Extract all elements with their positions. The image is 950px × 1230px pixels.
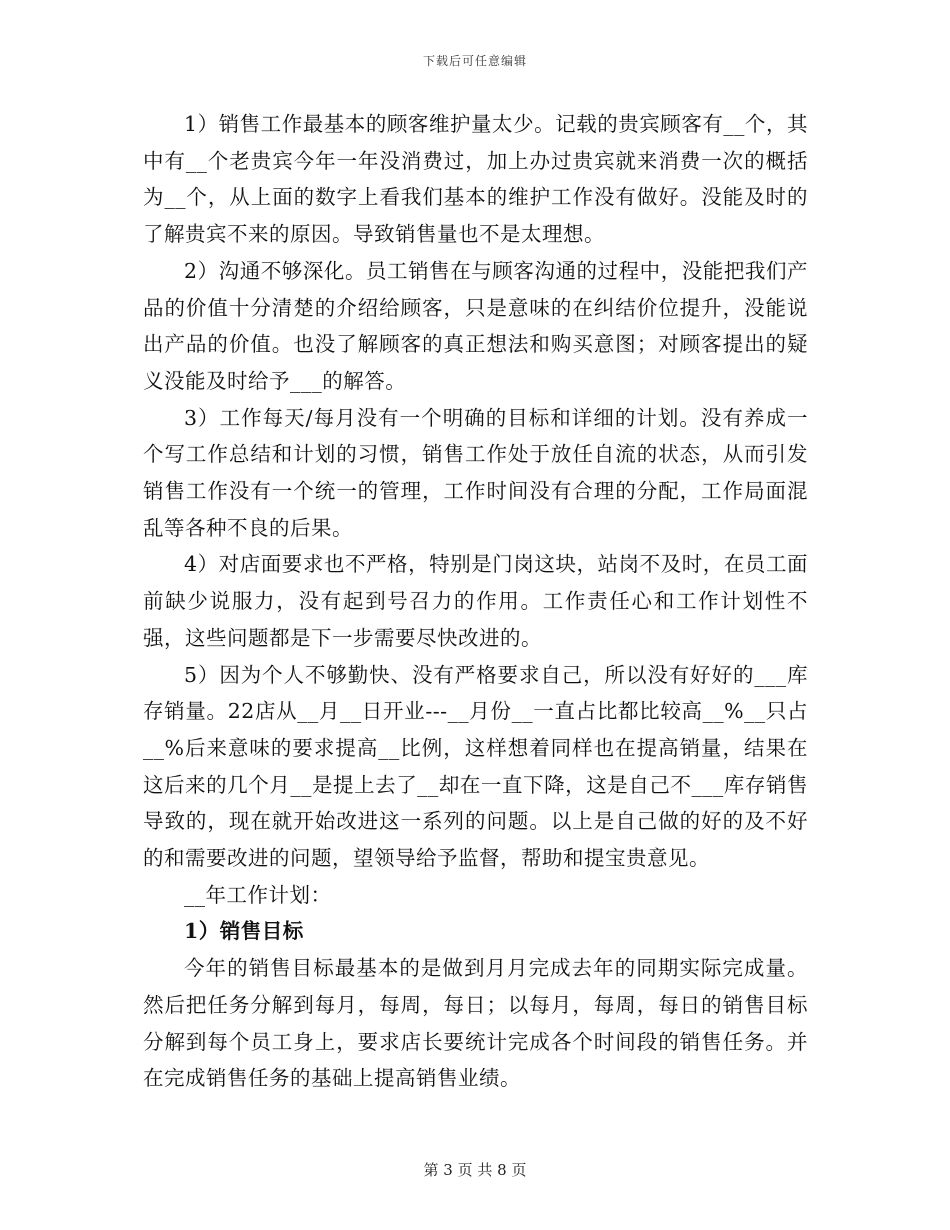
paragraph-inventory-sales: 5）因为个人不够勤快、没有严格要求自己，所以没有好好的___库存销量。22店从__月__日开业---__月份__一直占比都比较高__%__只占__%后来意味的要求提高__比例，这样想着同样也在提高销量，结果在这后来的几个月__是提上去了__却在一直下降，这是自己不___库存销售导致的，现在就开始改进这一系列的问题。以上是自己做的好的及不好的和需要改进的问题，望领导给予监督，帮助和提宝贵意见。	[143, 662, 808, 871]
paragraph-customer-maintenance: 1）销售工作最基本的顾客维护量太少。记载的贵宾顾客有__个，其中有__个老贵宾今年一年没消费过，加上办过贵宾就来消费一次的概括为__个，从上面的数字上看我们基本的维护工作没有做好。没能及时的了解贵宾不来的原因。导致销售量也不是太理想。	[143, 112, 808, 247]
paragraph-annual-plan-title: __年工作计划：	[184, 882, 332, 907]
paragraph-work-plan: 3）工作每天/每月没有一个明确的目标和详细的计划。没有养成一个写工作总结和计划的习惯，销售工作处于放任自流的状态，从而引发销售工作没有一个统一的管理，工作时间没有合理的分配，工作局面混乱等各种不良的后果。	[143, 405, 808, 540]
paragraph-store-requirements: 4）对店面要求也不严格，特别是门岗这块，站岗不及时，在员工面前缺少说服力，没有起到号召力的作用。工作责任心和工作计划性不强，这些问题都是下一步需要尽快改进的。	[143, 552, 808, 650]
page-header: 下载后可任意编辑	[422, 54, 527, 68]
paragraph-sales-target: 今年的销售目标最基本的是做到月月完成去年的同期实际完成量。然后把任务分解到每月，每周，每日；以每月，每周，每日的销售目标分解到每个员工身上，要求店长要统计完成各个时间段的销售任务。并在完成销售任务的基础上提高销售业绩。	[143, 956, 808, 1091]
page-number: 第 3 页 共 8 页	[423, 1161, 527, 1179]
paragraph-communication: 2）沟通不够深化。员工销售在与顾客沟通的过程中，没能把我们产品的价值十分清楚的介绍给顾客，只是意味的在纠结价位提升，没能说出产品的价值。也没了解顾客的真正想法和购买意图；对顾客提出的疑义没能及时给予___的解答。	[143, 258, 808, 393]
document-body	[143, 106, 808, 1097]
section-heading-sales-target: 1）销售目标	[184, 919, 304, 944]
